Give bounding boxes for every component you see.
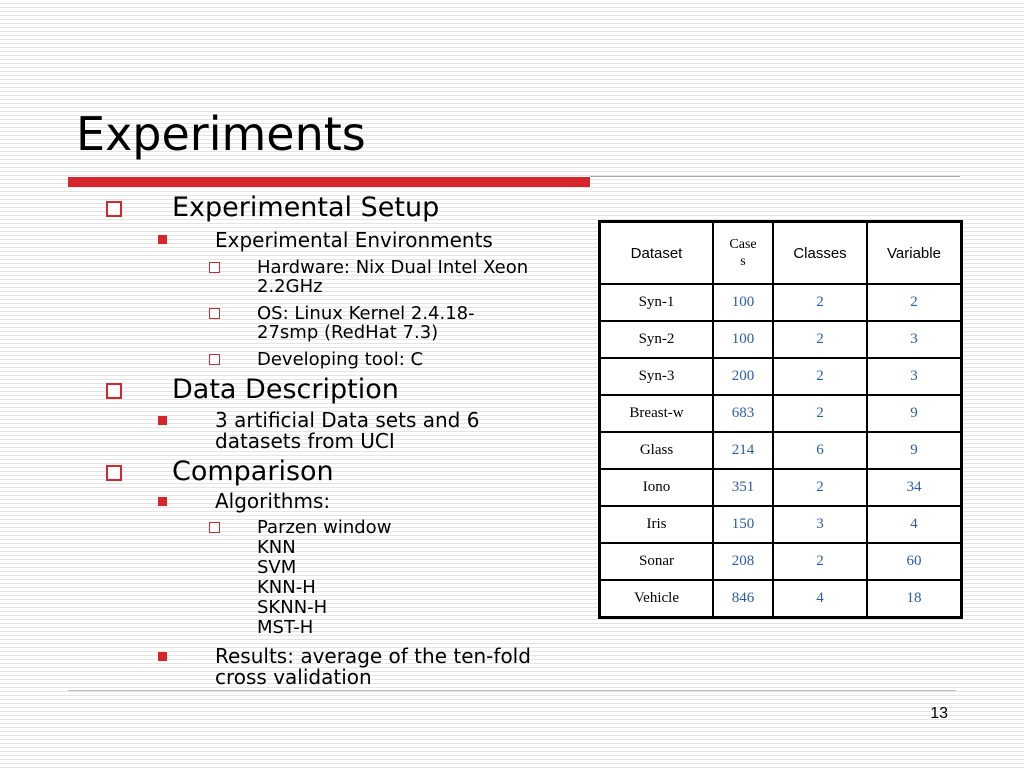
algorithm-item: KNN xyxy=(257,537,296,558)
algorithm-item: MST-H xyxy=(257,617,314,638)
cell-classes: 2 xyxy=(773,469,867,506)
algorithm-item: SVM xyxy=(257,557,297,578)
bullet-text-line: Hardware: Nix Dual Intel Xeon xyxy=(257,257,529,278)
cell-dataset: Syn-3 xyxy=(600,358,714,395)
hollow-square-bullet-icon xyxy=(106,465,122,481)
bullet-text-line: datasets from UCI xyxy=(215,429,395,453)
cell-classes: 2 xyxy=(773,321,867,358)
algorithm-item: Parzen window xyxy=(257,517,392,538)
table-header-row xyxy=(600,222,962,285)
hollow-square-bullet-icon xyxy=(106,201,122,217)
bullet-text: Comparison xyxy=(172,456,334,487)
algorithm-item: KNN-H xyxy=(257,577,316,598)
hollow-square-bullet-icon xyxy=(106,383,122,399)
cell-classes: 4 xyxy=(773,580,867,618)
bullet-text-line: 27smp (RedHat 7.3) xyxy=(257,322,439,343)
table-row xyxy=(600,469,962,506)
filled-square-bullet-icon xyxy=(158,652,167,661)
cell-classes: 2 xyxy=(773,395,867,432)
bullet-text-line: 2.2GHz xyxy=(257,276,323,297)
table-row xyxy=(600,543,962,580)
hollow-square-bullet-icon xyxy=(209,354,220,365)
cell-cases: 846 xyxy=(713,580,773,618)
header-classes xyxy=(773,222,867,285)
filled-square-bullet-icon xyxy=(158,416,167,425)
header-variable-text: Variable xyxy=(887,244,941,262)
dataset-table xyxy=(598,220,963,619)
bullet-text-line: Results: average of the ten-fold xyxy=(215,644,531,668)
cell-dataset: Vehicle xyxy=(600,580,714,618)
footer-rule xyxy=(68,690,956,691)
table-row xyxy=(600,395,962,432)
header-dataset xyxy=(600,222,714,285)
cell-cases: 208 xyxy=(713,543,773,580)
cell-dataset: Syn-2 xyxy=(600,321,714,358)
title-underline-bar xyxy=(68,177,590,187)
cell-variable: 9 xyxy=(867,432,962,469)
table-row xyxy=(600,284,962,321)
table-row xyxy=(600,432,962,469)
header-classes-text: Classes xyxy=(793,244,847,262)
cell-classes: 2 xyxy=(773,358,867,395)
cell-cases: 351 xyxy=(713,469,773,506)
cell-classes: 3 xyxy=(773,506,867,543)
title-rule xyxy=(590,176,960,177)
cell-dataset: Syn-1 xyxy=(600,284,714,321)
header-cases-line-2: s xyxy=(740,254,746,269)
bullet-text-line: OS: Linux Kernel 2.4.18- xyxy=(257,303,475,324)
header-variable xyxy=(867,222,962,285)
slide-title: Experiments xyxy=(76,107,366,161)
cell-variable: 34 xyxy=(867,469,962,506)
table-row xyxy=(600,321,962,358)
bullet-text-line: 3 artificial Data sets and 6 xyxy=(215,408,480,432)
filled-square-bullet-icon xyxy=(158,235,167,244)
header-cases-line-1: Case xyxy=(729,237,757,252)
cell-variable: 3 xyxy=(867,321,962,358)
cell-variable: 3 xyxy=(867,358,962,395)
cell-cases: 214 xyxy=(713,432,773,469)
table-row xyxy=(600,358,962,395)
page-number: 13 xyxy=(930,705,948,722)
bullet-text: Experimental Setup xyxy=(172,192,440,223)
bullet-text: Algorithms: xyxy=(215,489,331,513)
bullet-text-line: Developing tool: C xyxy=(257,349,424,370)
cell-cases: 100 xyxy=(713,321,773,358)
filled-square-bullet-icon xyxy=(158,497,167,506)
cell-cases: 683 xyxy=(713,395,773,432)
cell-variable: 60 xyxy=(867,543,962,580)
hollow-square-bullet-icon xyxy=(209,262,220,273)
cell-cases: 200 xyxy=(713,358,773,395)
cell-cases: 150 xyxy=(713,506,773,543)
cell-dataset: Breast-w xyxy=(600,395,714,432)
cell-classes: 6 xyxy=(773,432,867,469)
cell-dataset: Sonar xyxy=(600,543,714,580)
cell-variable: 9 xyxy=(867,395,962,432)
table-row xyxy=(600,506,962,543)
algorithm-item: SKNN-H xyxy=(257,597,328,618)
cell-variable: 18 xyxy=(867,580,962,618)
bullet-text: Experimental Environments xyxy=(215,228,493,252)
bullet-text-line: cross validation xyxy=(215,665,372,689)
cell-classes: 2 xyxy=(773,543,867,580)
cell-dataset: Glass xyxy=(600,432,714,469)
cell-dataset: Iono xyxy=(600,469,714,506)
cell-dataset: Iris xyxy=(600,506,714,543)
hollow-square-bullet-icon xyxy=(209,522,220,533)
table-row xyxy=(600,580,962,618)
cell-variable: 2 xyxy=(867,284,962,321)
cell-cases: 100 xyxy=(713,284,773,321)
cell-variable: 4 xyxy=(867,506,962,543)
header-dataset-text: Dataset xyxy=(630,244,683,262)
header-cases xyxy=(713,222,773,285)
hollow-square-bullet-icon xyxy=(209,308,220,319)
bullet-text: Data Description xyxy=(172,374,399,405)
cell-classes: 2 xyxy=(773,284,867,321)
